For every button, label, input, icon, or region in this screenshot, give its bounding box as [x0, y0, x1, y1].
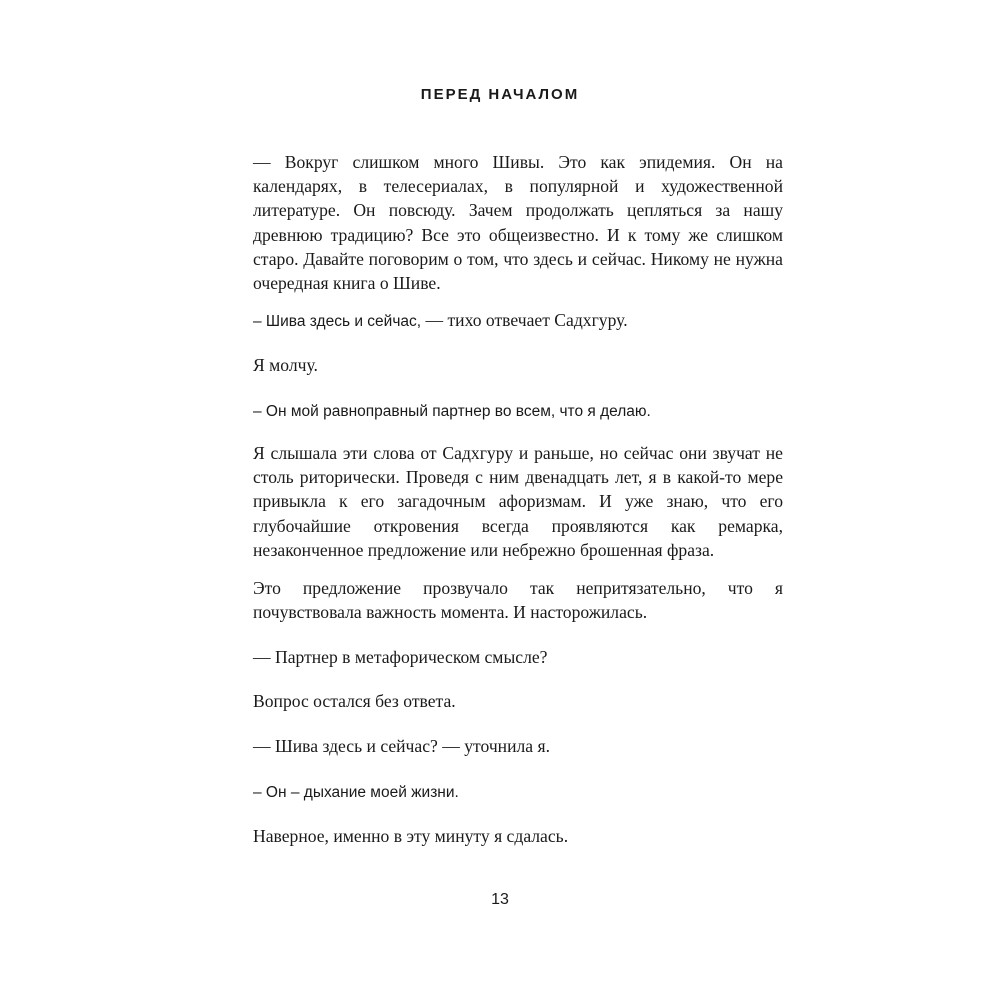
paragraph-2-narration: — тихо отвечает Садхгуру. — [421, 310, 628, 330]
paragraph-9: — Шива здесь и сейчас? — уточнила я. — [253, 736, 550, 756]
paragraph-10 — [253, 779, 783, 805]
paragraph-10-speech: – Он – дыхание моей жизни. — [253, 784, 459, 801]
running-header: ПЕРЕД НАЧАЛОМ — [420, 86, 580, 103]
paragraph-11: Наверное, именно в эту минуту я сдалась. — [253, 826, 569, 846]
paragraph-2 — [253, 308, 783, 334]
paragraph-4 — [253, 398, 783, 424]
paragraph-1: — Вокруг слишком много Шивы. Это как эпидемия. Он на календарях, в телесериалах, в популярной и художественной литературе. Он повсюду. Зачем продолжать цепляться за нашу древнюю традицию? Все это общеизвестно. И к тому же слишком старо. Давайте поговорим о том, что здесь и сейчас. Никому не нужна очередная книга о Шиве. — [253, 152, 783, 294]
paragraph-8: Вопрос остался без ответа. — [253, 691, 456, 711]
paragraph-5: Я слышала эти слова от Садхгуру и раньше, но сейчас они звучат не столь риторически. Проведя с ним двенадцать лет, я в какой-то мере привыкла к его загадочным афоризмам. И уже знаю, что его глубочайшие откровения всегда проявляются как ремарка, незаконченное предложение или небрежно брошенная фраза. — [253, 443, 783, 560]
page-number: 13 — [491, 891, 509, 908]
paragraph-6: Это предложение прозвучало так непритязательно, что я почувствовала важность момента. И насторожилась. — [253, 578, 783, 623]
paragraph-7: — Партнер в метафорическом смысле? — [253, 647, 548, 667]
paragraph-4-speech: – Он мой равноправный партнер во всем, что я делаю. — [253, 403, 651, 420]
paragraph-2-speech: – Шива здесь и сейчас, — [253, 313, 422, 330]
paragraph-3: Я молчу. — [253, 355, 318, 375]
